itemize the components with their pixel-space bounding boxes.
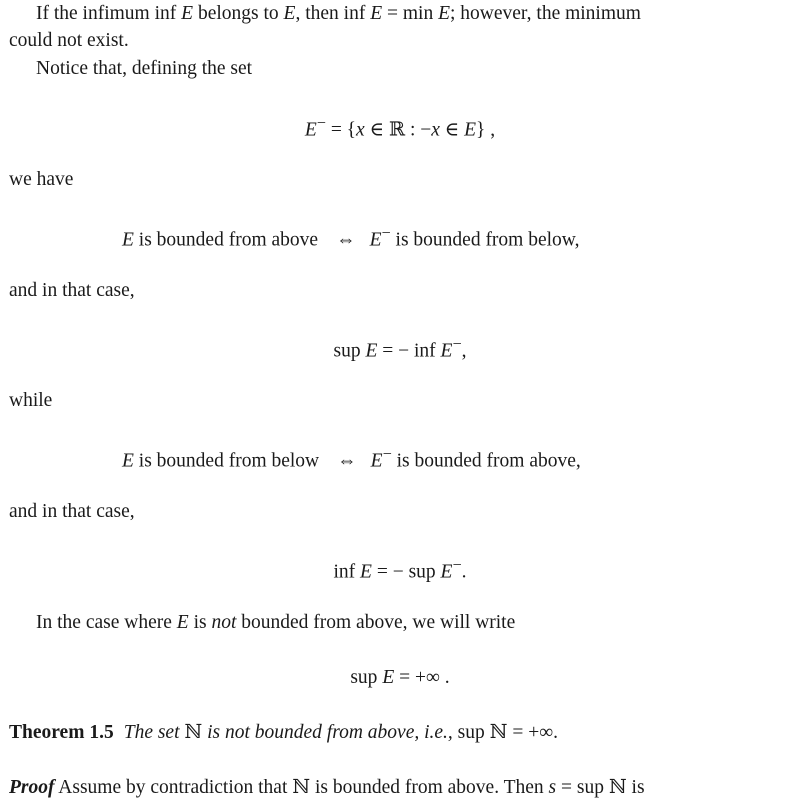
paragraph-notice: Notice that, defining the set — [36, 58, 253, 79]
equation-bounded-above-equivalence: E is bounded from above ⇔ E− is bounded from below, — [122, 224, 580, 251]
paragraph-infimum: If the infimum inf E belongs to E, then inf E = min E; however, the minimum — [36, 3, 641, 24]
equivalence-arrow: ⇔ — [336, 229, 356, 251]
equation-set-definition: E− = {x ∈ ℝ : −x ∈ E} , — [304, 114, 496, 141]
proof-label: Proof — [9, 777, 55, 798]
text-while: while — [9, 390, 53, 411]
text-we-have: we have — [9, 169, 74, 190]
paragraph-infimum-line2: could not exist. — [9, 30, 129, 51]
equation-bounded-below-equivalence: E is bounded from below ⇔ E− is bounded from above, — [122, 445, 581, 472]
text-and-in-that-case-2: and in that case, — [9, 501, 135, 522]
theorem-1-5: Theorem 1.5 The set ℕ is not bounded from above, i.e., sup ℕ = +∞. — [9, 722, 558, 743]
paragraph-not-bounded: In the case where E is not bounded from above, we will write — [36, 612, 516, 633]
equation-sup-infinity: sup E = +∞ . — [350, 667, 450, 688]
proof-start: Proof Assume by contradiction that ℕ is bounded from above. Then s = sup ℕ is — [9, 777, 645, 798]
equivalence-arrow: ⇔ — [337, 450, 357, 472]
equation-inf-relation: inf E = − sup E−. — [333, 556, 467, 583]
text-and-in-that-case: and in that case, — [9, 280, 135, 301]
theorem-label: Theorem 1.5 — [9, 722, 114, 743]
equation-sup-relation: sup E = − inf E−, — [333, 335, 467, 362]
